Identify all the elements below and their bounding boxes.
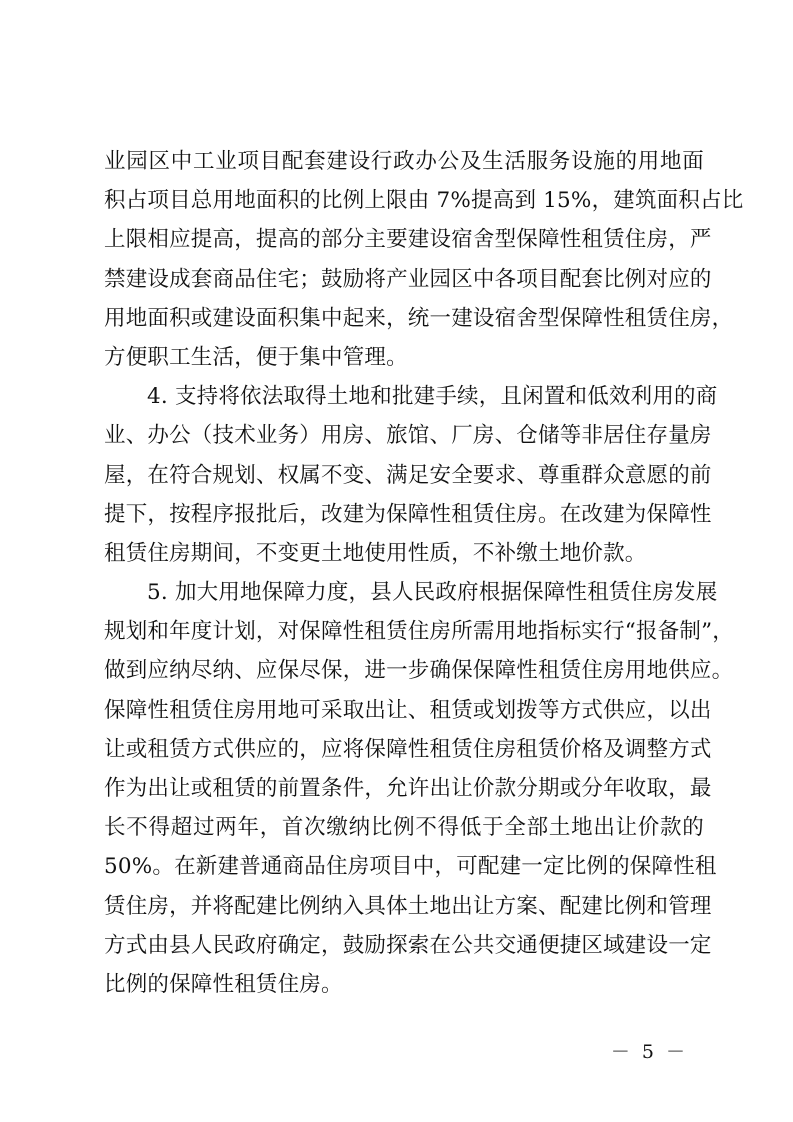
text-line: 做到应纳尽纳、应保尽保，进一步确保保障性租赁住房用地供应。	[104, 658, 734, 684]
text-line: 屋，在符合规划、权属不变、满足安全要求、尊重群众意愿的前	[104, 462, 712, 488]
text-line: 长不得超过两年，首次缴纳比例不得低于全部土地出让价款的	[104, 815, 704, 841]
text-line: 赁住房，并将配建比例纳入具体土地出让方案、配建比例和管理	[104, 893, 712, 919]
text-line: 禁建设成套商品住宅；鼓励将产业园区中各项目配套比例对应的	[104, 266, 712, 292]
text-line: 方式由县人民政府确定，鼓励探索在公共交通便捷区域建设一定	[104, 932, 712, 958]
text-line: 提下，按程序报批后，改建为保障性租赁住房。在改建为保障性	[104, 501, 712, 527]
text-line: 积占项目总用地面积的比例上限由 7%提高到 15%，建筑面积占比	[104, 188, 744, 214]
text-line: 保障性租赁住房用地可采取出让、租赁或划拨等方式供应，以出	[104, 697, 712, 723]
paragraph-5	[104, 573, 734, 1004]
text-line: 用地面积或建设面积集中起来，统一建设宿舍型保障性租赁住房，	[104, 305, 734, 331]
text-line: 作为出让或租赁的前置条件，允许出让价款分期或分年收取，最	[104, 776, 712, 801]
text-line: 4. 支持将依法取得土地和批建手续，且闲置和低效利用的商	[147, 384, 718, 410]
paragraph-3-continued	[104, 142, 744, 377]
text-line: 规划和年度计划，对保障性租赁住房所需用地指标实行“报备制”，	[104, 619, 734, 645]
text-line: 5. 加大用地保障力度，县人民政府根据保障性租赁住房发展	[147, 580, 718, 606]
body-text	[104, 142, 744, 1004]
text-line: 方便职工生活，便于集中管理。	[104, 344, 408, 370]
text-line: 租赁住房期间，不变更土地使用性质，不补缴土地价款。	[104, 540, 647, 566]
text-line: 业、办公（技术业务）用房、旅馆、厂房、仓储等非居住存量房	[104, 423, 712, 449]
text-line: 上限相应提高，提高的部分主要建设宿舍型保障性租赁住房，严	[104, 227, 712, 253]
text-line: 让或租赁方式供应的，应将保障性租赁住房租赁价格及调整方式	[104, 736, 712, 762]
paragraph-4	[104, 377, 718, 573]
page-number: － 5 －	[610, 1041, 688, 1063]
text-line: 比例的保障性租赁住房。	[104, 971, 343, 997]
text-line: 50%。在新建普通商品住房项目中，可配建一定比例的保障性租	[104, 854, 717, 880]
text-line: 业园区中工业项目配套建设行政办公及生活服务设施的用地面	[104, 149, 704, 174]
